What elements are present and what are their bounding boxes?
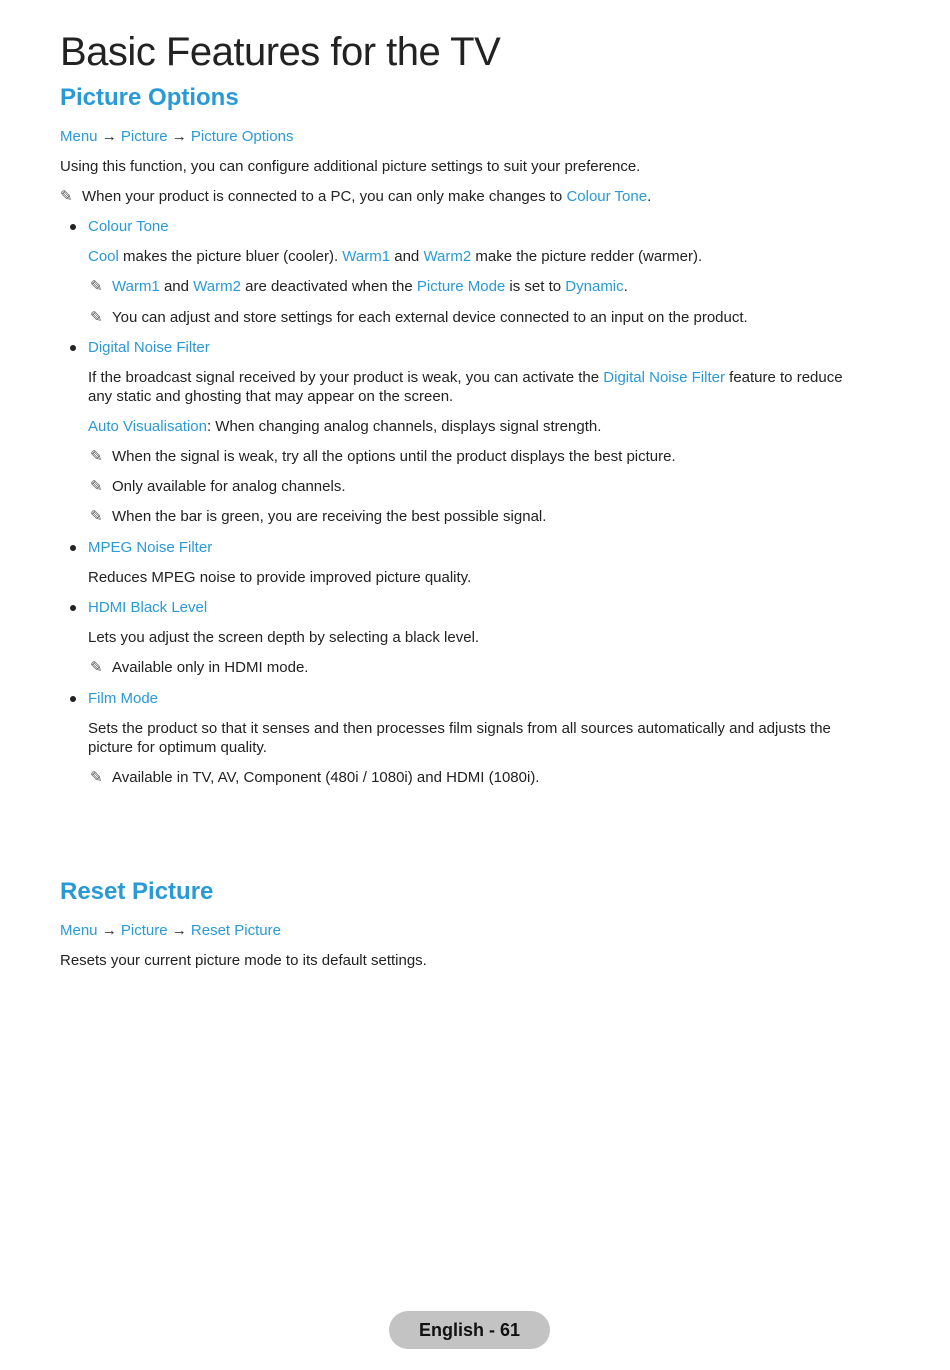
- text: feature to reduce any static and ghosting that may appear on the screen.: [88, 369, 843, 405]
- text: When the signal is weak, try all the options until the product displays the best picture.: [112, 448, 676, 465]
- text: are deactivated when the: [240, 278, 417, 295]
- pencil-note-icon: ✎: [60, 188, 73, 205]
- breadcrumb-menu: Menu: [60, 128, 98, 145]
- breadcrumb-menu: Menu: [60, 922, 98, 939]
- arrow-icon: →: [171, 128, 187, 145]
- bullet-icon: [70, 345, 76, 351]
- reset-picture-desc: Resets your current picture mode to its default settings.: [60, 952, 427, 969]
- colour-tone-desc: [88, 247, 702, 266]
- item-label-hdmi-black-level: HDMI Black Level: [88, 599, 208, 616]
- item-label-film-mode: Film Mode: [88, 690, 159, 707]
- intro-text: Using this function, you can configure additional picture settings to suit your preference.: [60, 158, 641, 175]
- bullet-icon: [70, 605, 76, 611]
- term-picture-mode: Picture Mode: [416, 278, 506, 295]
- text: makes the picture bluer (cooler).: [118, 248, 343, 265]
- text: Available in TV, AV, Component (480i / 1080i) and HDMI (1080i).: [112, 769, 540, 786]
- bullet-icon: [70, 545, 76, 551]
- text: .: [623, 278, 628, 295]
- arrow-icon: →: [101, 128, 117, 145]
- colour-tone-note-2: [90, 308, 748, 327]
- text: If the broadcast signal received by your product is weak, you can activate the: [88, 369, 604, 386]
- pencil-note-icon: ✎: [90, 659, 103, 676]
- digital-noise-filter-note-3: [90, 507, 546, 526]
- term-cool: Cool: [88, 248, 119, 265]
- digital-noise-filter-note-1: [90, 447, 676, 466]
- pencil-note-icon: ✎: [90, 508, 103, 525]
- text: When the bar is green, you are receiving the best possible signal.: [112, 508, 547, 525]
- page-number-badge: English - 61: [389, 1311, 550, 1349]
- film-mode-desc: Sets the product so that it senses and then processes film signals from all sources automatically and adjusts the picture for optimum quality.: [88, 720, 831, 756]
- term-warm1: Warm1: [112, 278, 160, 295]
- text: You can adjust and store settings for each external device connected to an input on the product.: [112, 309, 748, 326]
- breadcrumb-picture: Picture: [120, 922, 168, 939]
- bullet-icon: [70, 224, 76, 230]
- breadcrumb-picture-options-item: Picture Options: [190, 128, 294, 145]
- colour-tone-note-1: [90, 277, 628, 296]
- pencil-note-icon: ✎: [90, 278, 103, 295]
- breadcrumb-picture-options: [60, 127, 293, 146]
- note-pc-link: Colour Tone: [566, 188, 648, 205]
- arrow-icon: →: [101, 922, 117, 939]
- term-warm1: Warm1: [342, 248, 391, 265]
- arrow-icon: →: [171, 922, 187, 939]
- text: Only available for analog channels.: [112, 478, 346, 495]
- item-label-mpeg-noise-filter: MPEG Noise Filter: [88, 539, 213, 556]
- chapter-title: Basic Features for the TV: [60, 30, 501, 74]
- pencil-note-icon: ✎: [90, 309, 103, 326]
- hdmi-black-level-note: [90, 658, 308, 677]
- section-title-reset-picture: Reset Picture: [60, 878, 214, 905]
- breadcrumb-reset-picture-item: Reset Picture: [190, 922, 281, 939]
- auto-visualisation-desc: [88, 417, 601, 436]
- text: and: [390, 248, 424, 265]
- term-auto-visualisation: Auto Visualisation: [88, 418, 207, 435]
- note-pc: [60, 187, 651, 206]
- breadcrumb-picture: Picture: [120, 128, 168, 145]
- text: is set to: [505, 278, 566, 295]
- film-mode-note: [90, 768, 539, 787]
- item-label-colour-tone: Colour Tone: [88, 218, 169, 235]
- note-pc-end: .: [647, 188, 652, 205]
- hdmi-black-level-desc: Lets you adjust the screen depth by selecting a black level.: [88, 629, 480, 646]
- term-warm2: Warm2: [423, 248, 472, 265]
- section-title-picture-options: Picture Options: [60, 84, 239, 111]
- text: make the picture redder (warmer).: [471, 248, 703, 265]
- bullet-icon: [70, 696, 76, 702]
- pencil-note-icon: ✎: [90, 478, 103, 495]
- term-digital-noise-filter: Digital Noise Filter: [603, 369, 725, 386]
- item-label-digital-noise-filter: Digital Noise Filter: [88, 339, 210, 356]
- text: : When changing analog channels, displays signal strength.: [206, 418, 602, 435]
- digital-noise-filter-desc: [88, 368, 868, 406]
- term-warm2: Warm2: [193, 278, 241, 295]
- mpeg-noise-filter-desc: Reduces MPEG noise to provide improved picture quality.: [88, 569, 472, 586]
- text: Available only in HDMI mode.: [112, 659, 309, 676]
- pencil-note-icon: ✎: [90, 769, 103, 786]
- note-pc-text: When your product is connected to a PC, you can only make changes to: [82, 188, 567, 205]
- digital-noise-filter-note-2: [90, 477, 345, 496]
- breadcrumb-reset-picture: [60, 921, 281, 940]
- pencil-note-icon: ✎: [90, 448, 103, 465]
- term-dynamic: Dynamic: [565, 278, 624, 295]
- text: and: [159, 278, 194, 295]
